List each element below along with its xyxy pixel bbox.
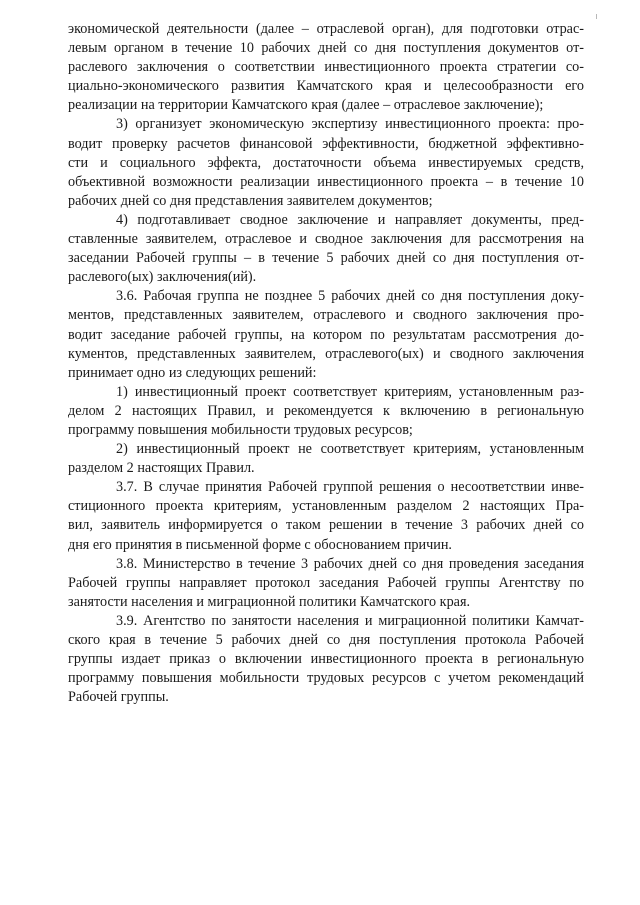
text-line: 3) организует экономическую экспертизу инвестиционного проекта: про- — [116, 116, 584, 133]
paragraph-p-decision-1 — [68, 383, 584, 440]
text-line: 2) инвестиционный проект не соответствует критериям, установленным — [116, 441, 584, 458]
text-line: рабочих дней со дня представления заявителем документов; — [68, 192, 433, 209]
paragraph-p-3-9 — [68, 612, 584, 707]
paragraph-p-item-3 — [68, 115, 584, 210]
paragraph-p-3-8 — [68, 555, 584, 612]
text-line: заседании Рабочей группы – в течение 5 рабочих дней со дня поступления от- — [68, 250, 584, 267]
text-line: Рабочей группы. — [68, 689, 169, 706]
text-line: программу повышения мобильности трудовых ресурсов с учетом рекомендаций — [68, 670, 584, 687]
text-line: 3.8. Министерство в течение 3 рабочих дней со дня проведения заседания — [116, 555, 584, 572]
paragraph-p-continuation — [68, 20, 584, 115]
text-line: ментов, представленных заявителем, отраслевого и сводного заключения про- — [68, 307, 584, 324]
text-line: 3.6. Рабочая группа не позднее 5 рабочих дней со дня поступления доку- — [116, 288, 584, 305]
paragraph-p-item-4 — [68, 211, 584, 287]
text-line: дня его принятия в письменной форме с обоснованием причин. — [68, 536, 452, 553]
text-line: делом 2 настоящих Правил, и рекомендуется к включению в региональную — [68, 402, 584, 419]
text-line: реализации на территории Камчатского края (далее – отраслевое заключение); — [68, 97, 544, 114]
paragraph-p-3-7 — [68, 478, 584, 554]
document-body — [68, 20, 584, 707]
text-line: группы издает приказ о включении инвестиционного проекта в региональную — [68, 651, 584, 668]
scan-mark — [596, 14, 597, 19]
text-line: левым органом в течение 10 рабочих дней со дня поступления документов от- — [68, 40, 584, 57]
text-line: стиционного проекта критериям, установленным разделом 2 настоящих Пра- — [68, 498, 584, 515]
text-line: ского края в течение 5 рабочих дней со дня поступления протокола Рабочей — [68, 632, 584, 648]
text-line: водит проверку расчетов финансовой эффективности, бюджетной эффективно- — [68, 135, 584, 152]
text-line: экономической деятельности (далее – отраслевой орган), для подготовки отрас- — [68, 21, 584, 37]
paragraph-p-decision-2 — [68, 440, 584, 478]
text-line: вил, заявитель информируется о таком решении в течение 3 рабочих дней со — [68, 517, 584, 534]
paragraph-p-3-6 — [68, 287, 584, 382]
text-line: объективной возможности реализации инвестиционного проекта – в течение 10 — [68, 173, 584, 190]
text-line: водит заседание рабочей группы, на котором по результатам рассмотрения до- — [68, 326, 584, 343]
text-line: программу повышения мобильности трудовых ресурсов; — [68, 421, 413, 438]
text-line: Рабочей группы направляет протокол заседания Рабочей группы Агентству по — [68, 574, 584, 591]
text-line: циально-экономического развития Камчатского края и целесообразности его — [68, 78, 584, 95]
text-line: 1) инвестиционный проект соответствует критериям, установленным раз- — [116, 383, 584, 400]
text-line: 4) подготавливает сводное заключение и направляет документы, пред- — [116, 211, 584, 228]
text-line: ставленные заявителем, отраслевое и сводное заключения для рассмотрения на — [68, 231, 584, 248]
text-line: занятости населения и миграционной политики Камчатского края. — [68, 593, 471, 610]
text-line: раслевого заключения о соответствии инвестиционного проекта стратегии со- — [68, 59, 584, 76]
text-line: 3.7. В случае принятия Рабочей группой решения о несоответствии инве- — [116, 479, 584, 496]
text-line: принимает одно из следующих решений: — [68, 364, 317, 381]
text-line: кументов, представленных заявителем, отраслевого(ых) и сводного заключения — [68, 345, 584, 362]
text-line: сти и социального эффекта, достаточности объема инвестируемых средств, — [68, 154, 584, 171]
text-line: 3.9. Агентство по занятости населения и миграционной политики Камчат- — [116, 612, 584, 629]
text-line: разделом 2 настоящих Правил. — [68, 460, 255, 477]
text-line: раслевого(ых) заключения(ий). — [68, 269, 257, 286]
